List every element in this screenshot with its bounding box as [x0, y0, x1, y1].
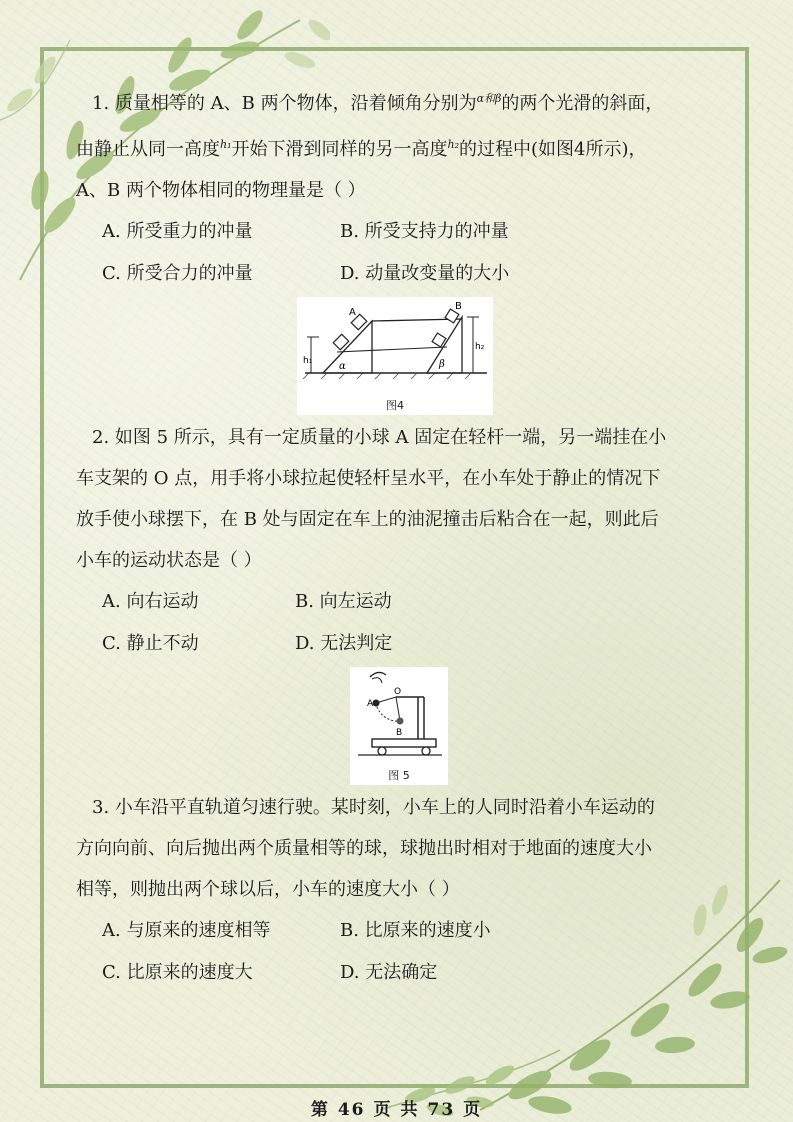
- q1-text: 的两个光滑的斜面，: [501, 93, 664, 114]
- h2-symbol: h₂: [447, 138, 459, 151]
- q1-text: 由静止从同一高度: [76, 139, 220, 160]
- q2-options-row-2: [76, 623, 726, 665]
- q1-option-c[interactable]: C. 所受合力的冲量: [102, 263, 253, 284]
- current-page-number: 46: [337, 1100, 366, 1120]
- label-o: O: [394, 687, 402, 697]
- q3-option-b[interactable]: B. 比原来的速度小: [340, 920, 491, 941]
- figure-5: [350, 667, 448, 785]
- q1-text: 1. 质量相等的 A、B 两个物体，沿着倾角分别为: [92, 93, 477, 114]
- q3-line-2: 方向向前、向后抛出两个质量相等的球，球抛出时相对于地面的速度大小: [76, 838, 652, 859]
- q1-text: 开始下滑到同样的另一高度: [231, 139, 448, 160]
- q3-options-row-2: [76, 952, 726, 994]
- q3-option-a[interactable]: A. 与原来的速度相等: [102, 920, 271, 941]
- label-h2: h₂: [475, 342, 485, 352]
- q1-option-d[interactable]: D. 动量改变量的大小: [340, 263, 510, 284]
- q2-line-1: 2. 如图 5 所示，具有一定质量的小球 A 固定在轻杆一端，另一端挂在小: [92, 427, 667, 448]
- label-a: A: [367, 699, 374, 709]
- q1-options-row-2: [76, 253, 726, 295]
- q2-options-row-1: [76, 581, 726, 623]
- figure-4-caption: 图4: [386, 399, 404, 412]
- and-symbol: 和: [484, 92, 496, 105]
- question-content: [76, 78, 726, 994]
- q2-option-b[interactable]: B. 向左运动: [295, 591, 392, 612]
- label-h1: h₁: [303, 356, 313, 366]
- page-footer: [0, 1095, 793, 1120]
- q3-line-1: 3. 小车沿平直轨道匀速行驶。某时刻，小车上的人同时沿着小车运动的: [92, 797, 655, 818]
- question-2: [76, 417, 726, 785]
- figure-5-caption: 图 5: [388, 769, 410, 782]
- h1-symbol: h₁: [220, 138, 232, 151]
- question-1: [76, 78, 726, 415]
- alpha-symbol: α: [476, 92, 485, 105]
- q2-option-c[interactable]: C. 静止不动: [102, 633, 199, 654]
- label-b: B: [396, 728, 403, 738]
- q1-line-1: [76, 78, 726, 124]
- q1-options-row-1: [76, 211, 726, 253]
- q2-line-2: 车支架的 O 点，用手将小球拉起使轻杆呈水平，在小车处于静止的情况下: [76, 468, 661, 489]
- q3-option-c[interactable]: C. 比原来的速度大: [102, 962, 253, 983]
- figure-4: [297, 297, 493, 415]
- label-alpha: α: [339, 361, 346, 372]
- q2-line-3: 放手使小球摆下，在 B 处与固定在车上的油泥撞击后粘合在一起，则此后: [76, 509, 659, 530]
- footer-word-ye-2: 页: [463, 1100, 483, 1120]
- q1-line-2: [76, 124, 726, 170]
- q1-line-3: A、B 两个物体相同的物理量是（ ）: [76, 180, 366, 201]
- label-a: A: [349, 307, 356, 318]
- footer-word-ye: 页: [373, 1100, 393, 1120]
- q1-text: 的过程中(如图4所示)，: [459, 139, 647, 160]
- question-3: [76, 787, 726, 994]
- label-beta: β: [439, 359, 445, 370]
- q1-option-b[interactable]: B. 所受支持力的冲量: [340, 221, 509, 242]
- q3-line-3: 相等，则抛出两个球以后，小车的速度大小（ ）: [76, 879, 460, 900]
- q3-options-row-1: [76, 910, 726, 952]
- total-page-number: 73: [427, 1100, 456, 1120]
- footer-word-di: 第: [310, 1100, 330, 1120]
- beta-symbol: β: [495, 92, 502, 105]
- footer-word-gong: 共: [400, 1100, 420, 1120]
- q2-line-4: 小车的运动状态是（ ）: [76, 550, 262, 571]
- q2-option-d[interactable]: D. 无法判定: [295, 633, 393, 654]
- q1-option-a[interactable]: A. 所受重力的冲量: [102, 221, 253, 242]
- q3-option-d[interactable]: D. 无法确定: [340, 962, 438, 983]
- q2-option-a[interactable]: A. 向右运动: [102, 591, 199, 612]
- label-b: B: [455, 301, 462, 312]
